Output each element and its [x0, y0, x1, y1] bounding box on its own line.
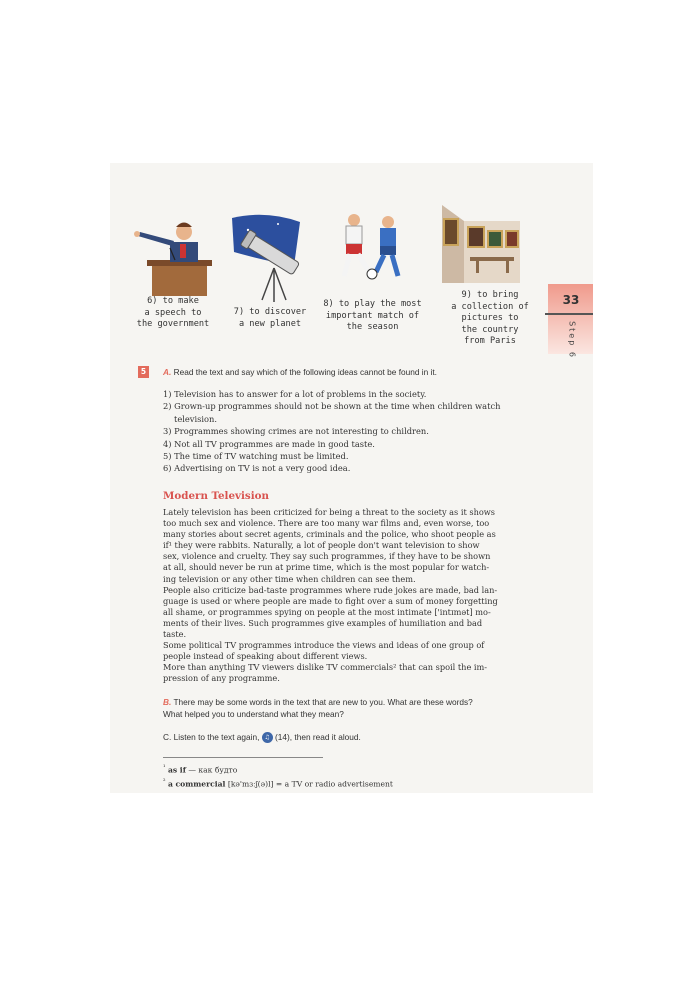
gallery-illustration	[440, 203, 520, 285]
task-a-letter: A.	[163, 367, 172, 377]
list-item: 4) Not all TV programmes are made in good taste.	[163, 438, 375, 449]
reading-text	[163, 507, 533, 685]
text-line: ments of their lives. Such programmes give examples of humiliation and bad	[163, 617, 483, 628]
footnote-mark: ²	[163, 777, 166, 785]
footnotes	[163, 762, 393, 789]
text-line: ing television or any other time when children can see them.	[163, 573, 416, 584]
list-item: 5) The time of TV watching must be limited.	[163, 451, 349, 462]
text-line: all shame, or programmes spying on people at the most intimate ['intɪmət] mo-	[163, 606, 491, 617]
task-b-letter: B.	[163, 697, 172, 707]
page-number: 33	[562, 293, 580, 307]
task-c-audio-track: (14), then read it aloud.	[275, 732, 361, 742]
picture-6-caption: 6) to make a speech to the government	[136, 296, 210, 329]
text-line: people instead of speaking about different views.	[163, 651, 368, 662]
exercise-number-badge: 5	[138, 366, 149, 378]
text-line: taste.	[163, 629, 187, 640]
text-line: Lately television has been criticized for being a threat to the society as it shows	[163, 507, 495, 517]
telescope-illustration	[228, 212, 313, 304]
footnote-2	[163, 776, 393, 790]
text-line: pression of any programme.	[163, 673, 280, 684]
audio-disc-icon[interactable]: ♫	[262, 732, 273, 743]
text-title: Modern Television	[163, 490, 269, 502]
footnote-1	[163, 762, 393, 776]
task-c-text: Listen to the text again,	[173, 732, 260, 742]
task-b-instruction	[163, 697, 473, 720]
footnote-gloss: — как будто	[185, 765, 238, 775]
task-b-text-1: There may be some words in the text that are new to you. What are these words?	[173, 697, 473, 707]
footnote-gloss: [kə'mɜːʃ(ə)l] = a TV or radio advertisement	[225, 779, 393, 789]
picture-9-caption: 9) to bring a collection of pictures to the country from Paris	[451, 290, 529, 346]
text-line: if¹ they were rabbits. Naturally, a lot of people don't want television to show	[163, 540, 480, 551]
task-a-instruction	[163, 367, 437, 377]
text-line: guage is used or where people are made to fight over a sum of money forgetting	[163, 595, 498, 606]
page-number-rule	[545, 313, 593, 315]
picture-7-caption: 7) to discover a new planet	[233, 307, 307, 329]
text-line: too much sex and violence. There are too many war films and, even worse, too	[163, 518, 490, 529]
list-item: 3) Programmes showing crimes are not interesting to children.	[163, 426, 429, 437]
step-label: Step 6	[567, 321, 577, 359]
speech-illustration	[130, 212, 215, 297]
list-item-continuation: television.	[174, 413, 218, 424]
task-c-letter: C.	[163, 732, 172, 742]
task-c-instruction	[163, 732, 361, 743]
text-line: More than anything TV viewers dislike TV commercials² that can spoil the im-	[163, 662, 488, 673]
picture-8-caption: 8) to play the most important match of the season	[323, 299, 422, 332]
list-item: 6) Advertising on TV is not a very good idea.	[163, 463, 351, 474]
task-b-text-2: What helped you to understand what they mean?	[163, 708, 344, 719]
task-a-text: Read the text and say which of the following ideas cannot be found in it.	[173, 367, 437, 377]
text-line: sex, violence and cruelty. They say such programmes, if they have to be shown	[163, 551, 491, 562]
footnote-mark: ¹	[163, 764, 166, 771]
text-line: at all, should never be run at prime time, which is the most popular for watch-	[163, 562, 490, 573]
list-item: 2) Grown-up programmes should not be shown at the time when children watch	[163, 401, 501, 412]
footnote-term: as if	[167, 765, 186, 775]
footnote-rule	[163, 757, 323, 758]
text-line: People also criticize bad-taste programmes where rude jokes are made, bad lan-	[163, 584, 498, 595]
list-item: 1) Television has to answer for a lot of problems in the society.	[163, 389, 427, 399]
text-line: Some political TV programmes introduce the views and ideas of one group of	[163, 640, 485, 651]
text-line: many stories about secret agents, criminals and the police, who shoot people as	[163, 529, 496, 540]
ideas-list	[163, 388, 533, 475]
football-illustration	[332, 210, 412, 282]
footnote-term: a commercial	[167, 779, 226, 789]
